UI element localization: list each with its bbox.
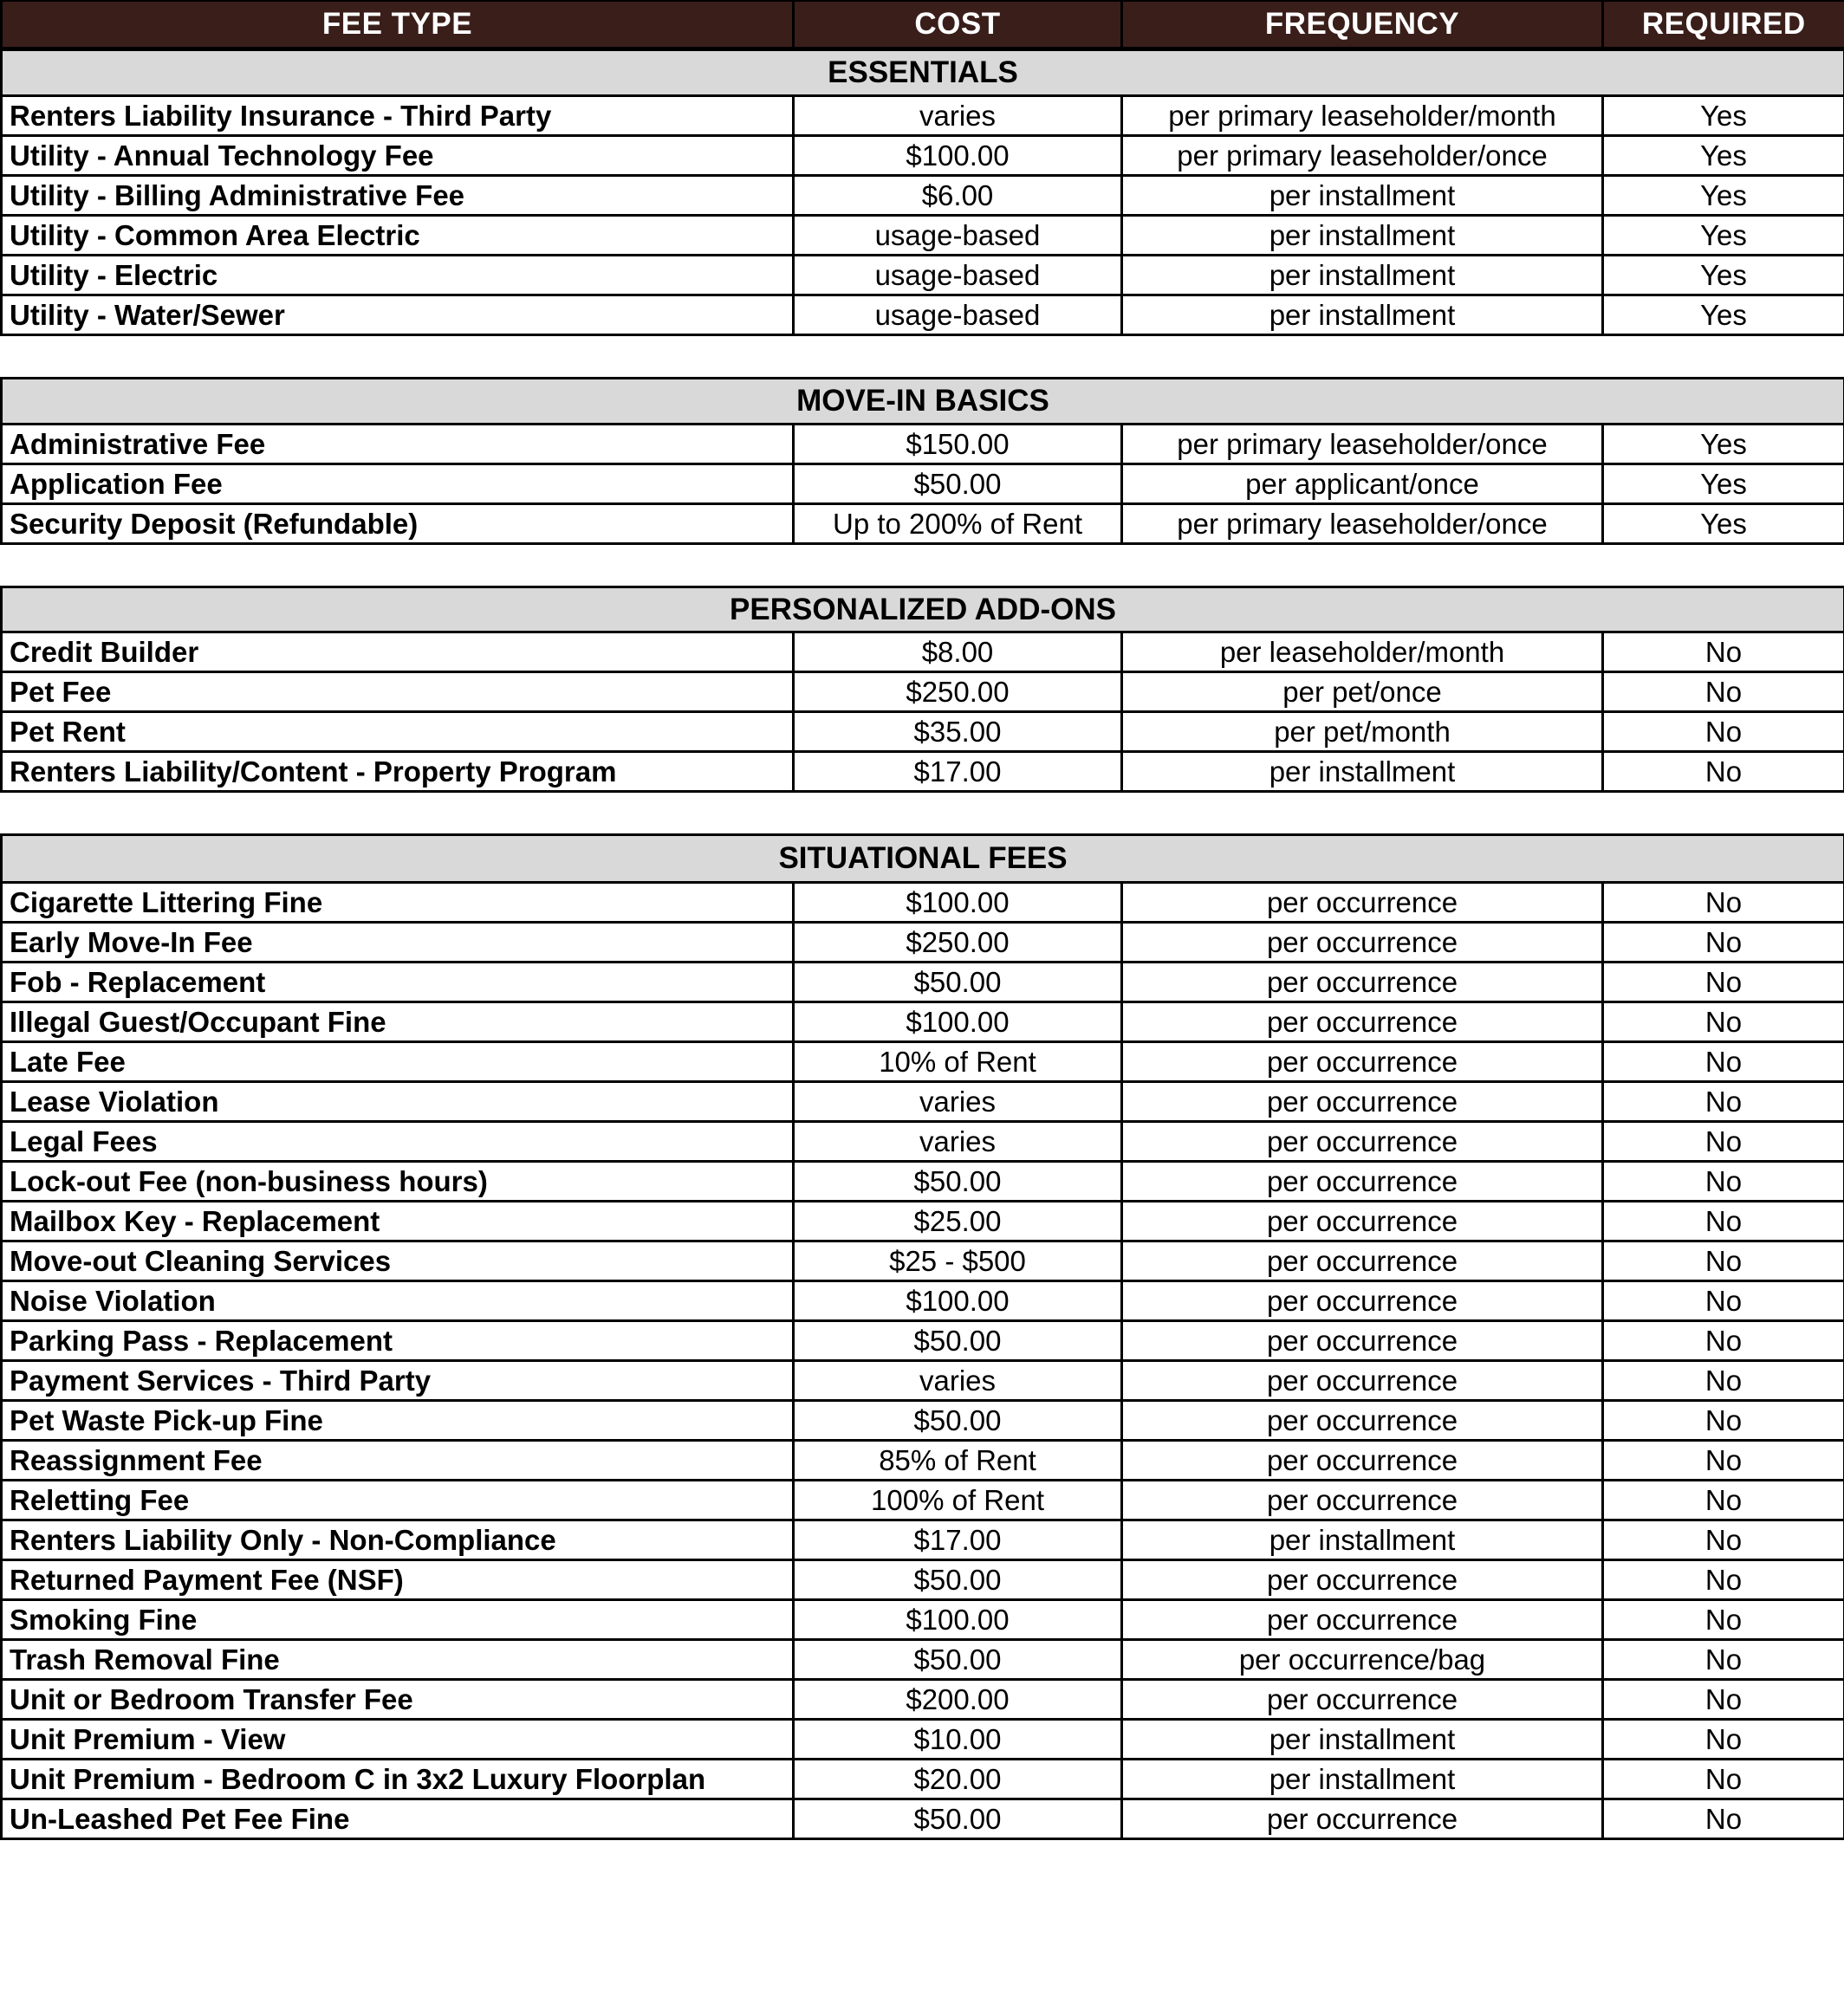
fee-required: No (1603, 1481, 1844, 1520)
fee-frequency: per occurrence (1122, 1441, 1603, 1481)
fee-name: Noise Violation (2, 1281, 794, 1321)
fee-frequency: per installment (1122, 216, 1603, 256)
fee-table-header (0, 0, 1844, 49)
fee-required: No (1603, 1002, 1844, 1042)
fee-cost: varies (794, 1082, 1122, 1122)
fee-cost: $100.00 (794, 883, 1122, 923)
fee-section-table (0, 833, 1844, 1840)
fee-frequency: per occurrence (1122, 1202, 1603, 1241)
fee-cost: Up to 200% of Rent (794, 504, 1122, 544)
fee-cost: $17.00 (794, 1520, 1122, 1560)
fee-frequency: per installment (1122, 1760, 1603, 1799)
table-row (2, 1202, 1844, 1241)
fee-name: Trash Removal Fine (2, 1640, 794, 1680)
fee-name: Pet Rent (2, 712, 794, 752)
table-row (2, 752, 1844, 792)
table-row (2, 1481, 1844, 1520)
fee-required: Yes (1603, 136, 1844, 176)
fee-required: No (1603, 632, 1844, 672)
table-row (2, 1002, 1844, 1042)
fee-required: Yes (1603, 425, 1844, 464)
table-row (2, 632, 1844, 672)
fee-name: Utility - Water/Sewer (2, 295, 794, 335)
fee-frequency: per occurrence (1122, 1002, 1603, 1042)
fee-name: Renters Liability Insurance - Third Party (2, 96, 794, 136)
fee-frequency: per occurrence (1122, 1481, 1603, 1520)
fee-cost: 100% of Rent (794, 1481, 1122, 1520)
fee-name: Payment Services - Third Party (2, 1361, 794, 1401)
table-row (2, 256, 1844, 295)
fee-name: Lease Violation (2, 1082, 794, 1122)
fee-name: Renters Liability/Content - Property Program (2, 752, 794, 792)
fee-required: Yes (1603, 176, 1844, 216)
fee-cost: $50.00 (794, 1560, 1122, 1600)
fee-name: Pet Fee (2, 672, 794, 712)
fee-name: Parking Pass - Replacement (2, 1321, 794, 1361)
fee-name: Unit or Bedroom Transfer Fee (2, 1680, 794, 1720)
fee-frequency: per occurrence (1122, 1361, 1603, 1401)
fee-name: Lock-out Fee (non-business hours) (2, 1162, 794, 1202)
table-row (2, 1042, 1844, 1082)
fee-frequency: per installment (1122, 176, 1603, 216)
fee-required: Yes (1603, 96, 1844, 136)
table-row (2, 1560, 1844, 1600)
fee-frequency: per primary leaseholder/once (1122, 136, 1603, 176)
table-row (2, 1241, 1844, 1281)
section-title: PERSONALIZED ADD-ONS (2, 587, 1844, 632)
fee-name: Returned Payment Fee (NSF) (2, 1560, 794, 1600)
fee-name: Un-Leashed Pet Fee Fine (2, 1799, 794, 1839)
fee-section-table (0, 49, 1844, 336)
fee-required: No (1603, 1281, 1844, 1321)
fee-required: Yes (1603, 295, 1844, 335)
fee-frequency: per pet/once (1122, 672, 1603, 712)
fee-frequency: per pet/month (1122, 712, 1603, 752)
table-row (2, 712, 1844, 752)
fee-cost: $50.00 (794, 1162, 1122, 1202)
fee-name: Pet Waste Pick-up Fine (2, 1401, 794, 1441)
fee-cost: usage-based (794, 295, 1122, 335)
fee-frequency: per occurrence/bag (1122, 1640, 1603, 1680)
fee-required: No (1603, 923, 1844, 963)
fee-cost: $25 - $500 (794, 1241, 1122, 1281)
fee-cost: $10.00 (794, 1720, 1122, 1760)
fee-required: No (1603, 1401, 1844, 1441)
fee-frequency: per occurrence (1122, 1042, 1603, 1082)
fee-cost: $6.00 (794, 176, 1122, 216)
fee-name: Late Fee (2, 1042, 794, 1082)
fee-frequency: per occurrence (1122, 1680, 1603, 1720)
fee-name: Utility - Common Area Electric (2, 216, 794, 256)
fee-name: Application Fee (2, 464, 794, 504)
fee-name: Cigarette Littering Fine (2, 883, 794, 923)
fee-cost: $20.00 (794, 1760, 1122, 1799)
fee-cost: $250.00 (794, 923, 1122, 963)
fee-name: Unit Premium - View (2, 1720, 794, 1760)
fee-required: Yes (1603, 216, 1844, 256)
fee-frequency: per primary leaseholder/once (1122, 425, 1603, 464)
fee-cost: $35.00 (794, 712, 1122, 752)
fee-cost: usage-based (794, 256, 1122, 295)
fee-frequency: per applicant/once (1122, 464, 1603, 504)
fee-cost: $250.00 (794, 672, 1122, 712)
fee-name: Utility - Annual Technology Fee (2, 136, 794, 176)
fee-required: No (1603, 1202, 1844, 1241)
fee-frequency: per installment (1122, 752, 1603, 792)
fee-cost: $50.00 (794, 1640, 1122, 1680)
fee-name: Legal Fees (2, 1122, 794, 1162)
fee-cost: $25.00 (794, 1202, 1122, 1241)
fee-required: Yes (1603, 504, 1844, 544)
fee-name: Move-out Cleaning Services (2, 1241, 794, 1281)
fee-name: Unit Premium - Bedroom C in 3x2 Luxury Floorplan (2, 1760, 794, 1799)
fee-frequency: per occurrence (1122, 1799, 1603, 1839)
fee-frequency: per occurrence (1122, 1321, 1603, 1361)
fee-cost: $150.00 (794, 425, 1122, 464)
fee-cost: 10% of Rent (794, 1042, 1122, 1082)
fee-required: No (1603, 1760, 1844, 1799)
fee-required: No (1603, 712, 1844, 752)
fee-required: No (1603, 1680, 1844, 1720)
fee-cost: $50.00 (794, 963, 1122, 1002)
fee-name: Renters Liability Only - Non-Compliance (2, 1520, 794, 1560)
fee-cost: $100.00 (794, 1002, 1122, 1042)
table-row (2, 136, 1844, 176)
table-row (2, 1281, 1844, 1321)
table-row (2, 1122, 1844, 1162)
fee-name: Reletting Fee (2, 1481, 794, 1520)
table-row (2, 1321, 1844, 1361)
fee-required: No (1603, 1082, 1844, 1122)
fee-frequency: per occurrence (1122, 1082, 1603, 1122)
table-row (2, 963, 1844, 1002)
fee-frequency: per occurrence (1122, 1122, 1603, 1162)
fee-cost: usage-based (794, 216, 1122, 256)
fee-cost: varies (794, 1122, 1122, 1162)
table-row (2, 464, 1844, 504)
fee-required: No (1603, 672, 1844, 712)
table-row (2, 425, 1844, 464)
table-row (2, 883, 1844, 923)
fee-frequency: per installment (1122, 256, 1603, 295)
table-row (2, 672, 1844, 712)
fee-frequency: per installment (1122, 1720, 1603, 1760)
fee-required: No (1603, 752, 1844, 792)
fee-cost: $200.00 (794, 1680, 1122, 1720)
fee-frequency: per primary leaseholder/once (1122, 504, 1603, 544)
table-row (2, 1361, 1844, 1401)
fee-frequency: per occurrence (1122, 883, 1603, 923)
fee-frequency: per occurrence (1122, 1162, 1603, 1202)
header-frequency: FREQUENCY (1122, 1, 1603, 48)
header-fee-type: FEE TYPE (2, 1, 794, 48)
fee-cost: $50.00 (794, 1321, 1122, 1361)
fee-cost: varies (794, 96, 1122, 136)
table-row (2, 1441, 1844, 1481)
fee-name: Smoking Fine (2, 1600, 794, 1640)
table-row (2, 1799, 1844, 1839)
table-row (2, 1520, 1844, 1560)
fee-cost: $17.00 (794, 752, 1122, 792)
table-row (2, 1720, 1844, 1760)
section-title: ESSENTIALS (2, 50, 1844, 96)
fee-section-table (0, 586, 1844, 793)
fee-name: Illegal Guest/Occupant Fine (2, 1002, 794, 1042)
table-row (2, 295, 1844, 335)
fee-name: Reassignment Fee (2, 1441, 794, 1481)
fee-name: Credit Builder (2, 632, 794, 672)
fee-required: No (1603, 1321, 1844, 1361)
header-row (2, 1, 1844, 48)
table-row (2, 176, 1844, 216)
fee-frequency: per occurrence (1122, 1600, 1603, 1640)
fee-name: Utility - Electric (2, 256, 794, 295)
fee-required: No (1603, 1361, 1844, 1401)
table-row (2, 96, 1844, 136)
fee-cost: $100.00 (794, 1281, 1122, 1321)
fee-frequency: per occurrence (1122, 1560, 1603, 1600)
fee-required: No (1603, 1241, 1844, 1281)
fee-name: Early Move-In Fee (2, 923, 794, 963)
fee-name: Administrative Fee (2, 425, 794, 464)
table-row (2, 1162, 1844, 1202)
section-title: SITUATIONAL FEES (2, 835, 1844, 883)
fee-required: No (1603, 1799, 1844, 1839)
fee-required: No (1603, 1560, 1844, 1600)
fee-cost: $100.00 (794, 1600, 1122, 1640)
table-row (2, 1600, 1844, 1640)
table-row (2, 1760, 1844, 1799)
fee-frequency: per leaseholder/month (1122, 632, 1603, 672)
fee-frequency: per primary leaseholder/month (1122, 96, 1603, 136)
fee-required: No (1603, 1520, 1844, 1560)
fee-cost: $50.00 (794, 464, 1122, 504)
fee-required: No (1603, 1640, 1844, 1680)
fee-frequency: per installment (1122, 1520, 1603, 1560)
fee-required: No (1603, 1720, 1844, 1760)
fee-name: Mailbox Key - Replacement (2, 1202, 794, 1241)
fee-name: Utility - Billing Administrative Fee (2, 176, 794, 216)
fee-frequency: per occurrence (1122, 923, 1603, 963)
fee-section-table (0, 377, 1844, 545)
fee-name: Security Deposit (Refundable) (2, 504, 794, 544)
table-row (2, 216, 1844, 256)
fee-required: No (1603, 1042, 1844, 1082)
section-title-row (2, 50, 1844, 96)
table-row (2, 1640, 1844, 1680)
header-required: REQUIRED (1603, 1, 1844, 48)
fee-cost: 85% of Rent (794, 1441, 1122, 1481)
fee-frequency: per occurrence (1122, 1401, 1603, 1441)
fee-cost: $50.00 (794, 1799, 1122, 1839)
fee-required: No (1603, 1162, 1844, 1202)
fee-required: No (1603, 1122, 1844, 1162)
section-title-row (2, 835, 1844, 883)
fee-required: Yes (1603, 256, 1844, 295)
fee-cost: $8.00 (794, 632, 1122, 672)
fee-cost: $50.00 (794, 1401, 1122, 1441)
section-title-row (2, 379, 1844, 425)
fee-required: No (1603, 1600, 1844, 1640)
table-row (2, 1680, 1844, 1720)
table-row (2, 923, 1844, 963)
table-row (2, 1401, 1844, 1441)
fee-frequency: per occurrence (1122, 963, 1603, 1002)
fee-required: No (1603, 883, 1844, 923)
table-row (2, 504, 1844, 544)
fee-cost: $100.00 (794, 136, 1122, 176)
fee-frequency: per installment (1122, 295, 1603, 335)
fee-name: Fob - Replacement (2, 963, 794, 1002)
fee-frequency: per occurrence (1122, 1241, 1603, 1281)
fee-required: No (1603, 1441, 1844, 1481)
fee-sections (0, 49, 1844, 1840)
section-title-row (2, 587, 1844, 632)
fee-cost: varies (794, 1361, 1122, 1401)
table-row (2, 1082, 1844, 1122)
header-cost: COST (794, 1, 1122, 48)
fee-required: No (1603, 963, 1844, 1002)
fee-required: Yes (1603, 464, 1844, 504)
section-title: MOVE-IN BASICS (2, 379, 1844, 425)
fee-frequency: per occurrence (1122, 1281, 1603, 1321)
